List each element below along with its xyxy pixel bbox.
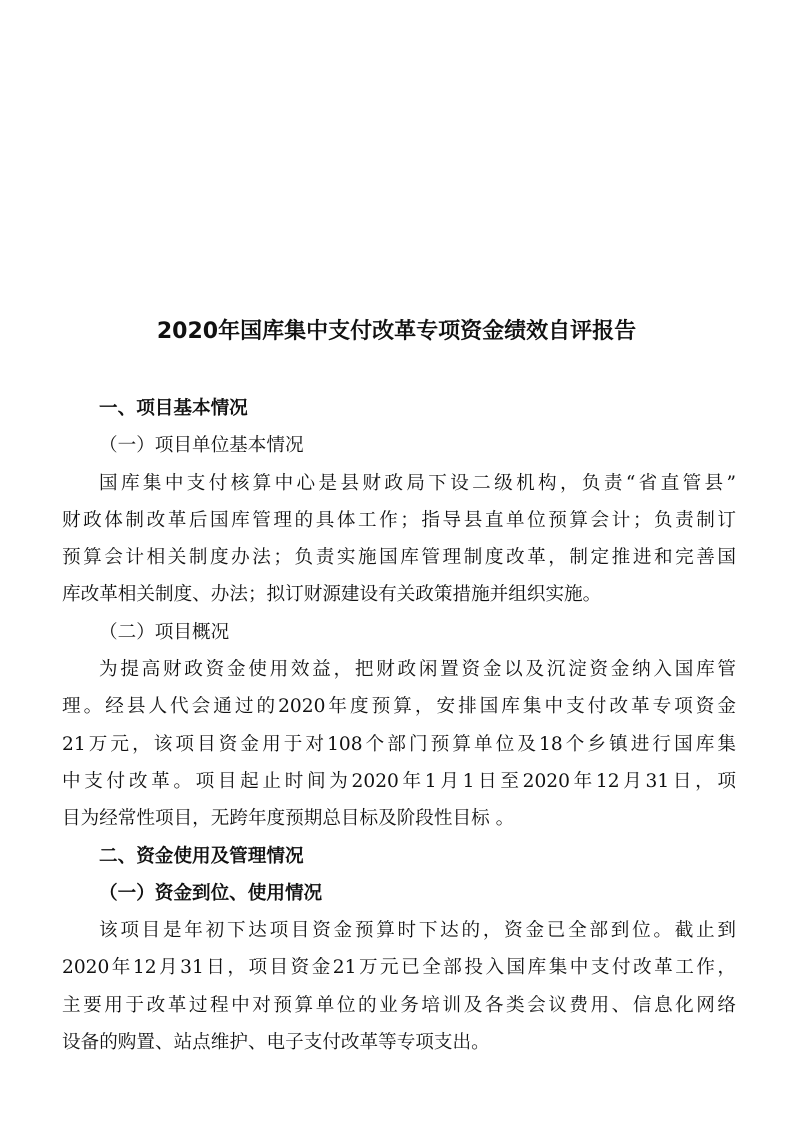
paragraph-line: 库改革相关制度、办法；拟订财源建设有关政策措施并组织实施。 [62,584,602,606]
paragraph-line: 为提高财政资金使用效益，把财政闲置资金以及沉淀资金纳入国库管 [99,659,736,681]
subsection-heading-unit-info: （一）项目单位基本情况 [99,435,304,457]
paragraph-line: 主要用于改革过程中对预算单位的业务培训及各类会议费用、信息化网络 [62,994,736,1016]
paragraph-fund-arrival [62,912,736,1061]
subsection-heading-project-overview: （二）项目概况 [99,621,230,643]
paragraph-line: 21万元，该项目资金用于对108个部门预算单位及18个乡镇进行国库集 [62,733,736,755]
paragraph-line: 国库集中支付核算中心是县财政局下设二级机构，负责“省直管县” [99,472,736,494]
document-body [62,390,736,1061]
paragraph-unit-info [62,465,736,614]
section-heading-basic-info: 一、项目基本情况 [99,398,248,419]
section-heading-fund-usage: 二、资金使用及管理情况 [99,845,304,867]
paragraph-line: 2020年12月31日，项目资金21万元已全部投入国库集中支付改革工作， [62,957,736,979]
paragraph-line: 理。经县人代会通过的2020年度预算，安排国库集中支付改革专项资金 [62,696,736,718]
subsection-heading-fund-arrival: （一）资金到位、使用情况 [99,882,323,904]
document-title: 2020年国库集中支付改革专项资金绩效自评报告 [156,319,637,344]
paragraph-line: 该项目是年初下达项目资金预算时下达的，资金已全部到位。截止到 [99,920,736,942]
paragraph-project-overview [62,651,736,837]
paragraph-line: 预算会计相关制度办法；负责实施国库管理制度改革，制定推进和完善国 [62,547,736,569]
paragraph-line: 设备的购置、站点维护、电子支付改革等专项支出。 [62,1032,490,1054]
paragraph-line: 财政体制改革后国库管理的具体工作；指导县直单位预算会计；负责制订 [62,509,736,531]
paragraph-line: 目为经常性项目，无跨年度预期总目标及阶段性目标 。 [62,808,515,830]
paragraph-line: 中支付改革。项目起止时间为2020年1月1日至2020年12月31日，项 [62,770,736,792]
